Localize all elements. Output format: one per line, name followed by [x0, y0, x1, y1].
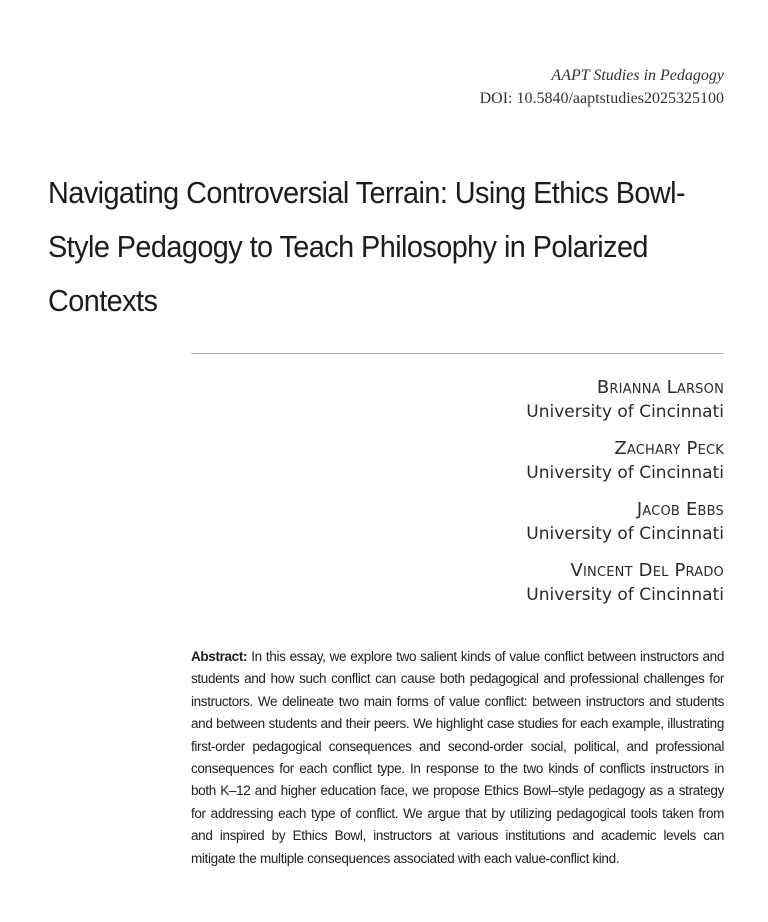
author-affiliation: University of Cincinnati [526, 463, 724, 483]
author-affiliation: University of Cincinnati [526, 402, 724, 422]
author-affiliation: University of Cincinnati [526, 585, 724, 605]
abstract-text: In this essay, we explore two salient kinds of value conflict between instructors and students and how such conflict can cause both pedagogical and professional challenges for instructors. We delineate two main forms of value conflict: between instructors and students and between students and their peers. We highlight case studies for each example, illustrating first-order pedagogical consequences and second-order social, political, and professional consequences for each conflict type. In response to the two kinds of conflicts instructors in both K–12 and higher education face, we propose Ethics Bowl–style pedagogy as a strategy for addressing each type of conflict. We argue that by utilizing pedagogical tools taken from and inspired by Ethics Bowl, instructors at various institutions and academic levels can mitigate the multiple consequences associated with each value-conflict kind. [191, 649, 724, 866]
author-block [526, 376, 724, 424]
author-name: Vincent Del Prado [570, 560, 724, 581]
author-name: Brianna Larson [596, 377, 724, 398]
author-list [526, 376, 724, 620]
journal-doi: DOI: 10.5840/aaptstudies2025325100 [479, 90, 724, 107]
author-name: Jacob Ebbs [636, 499, 724, 520]
author-affiliation: University of Cincinnati [526, 524, 724, 544]
journal-header [480, 64, 724, 110]
author-block [526, 437, 724, 485]
author-block [526, 559, 724, 607]
journal-name: AAPT Studies in Pedagogy [551, 67, 724, 84]
abstract-label: Abstract: [191, 649, 248, 664]
title-divider [191, 353, 724, 354]
abstract [191, 646, 724, 870]
article-title: Navigating Controversial Terrain: Using Ethics Bowl-Style Pedagogy to Teach Philosophy in Polarized Contexts [48, 175, 686, 318]
author-block [526, 498, 724, 546]
author-name: Zachary Peck [614, 438, 724, 459]
